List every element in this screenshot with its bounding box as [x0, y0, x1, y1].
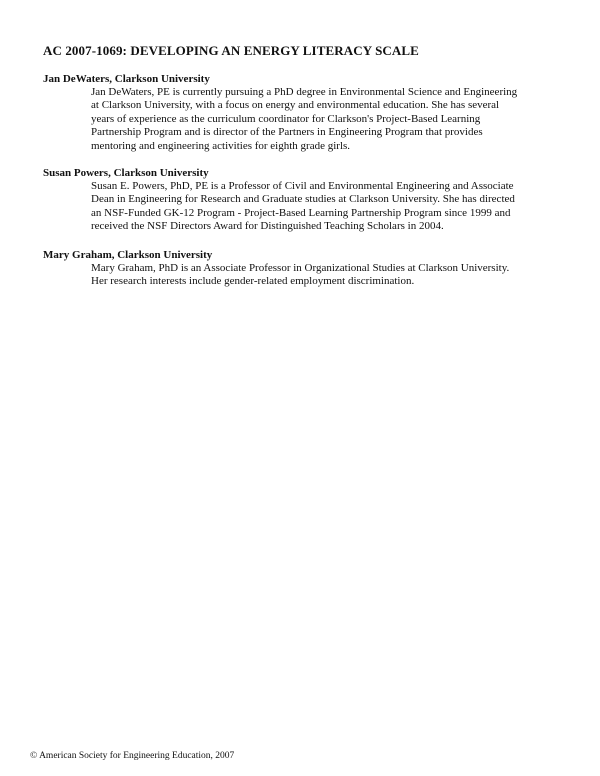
page-title: AC 2007-1069: DEVELOPING AN ENERGY LITERACY SCALE [43, 43, 419, 58]
author-bio [91, 262, 566, 289]
author-block-graham [43, 249, 563, 289]
copyright-footer: © American Society for Engineering Education, 2007 [30, 751, 235, 761]
author-block-dewaters [43, 73, 563, 153]
bio-line: an NSF-Funded GK-12 Program - Project-Based Learning Partnership Program since 1999 and [91, 206, 511, 219]
bio-line: received the NSF Directors Award for Distinguished Teaching Scholars in 2004. [91, 220, 444, 233]
bio-line: mentoring and engineering activities for eighth grade girls. [91, 139, 351, 152]
bio-line: Her research interests include gender-related employment discrimination. [91, 275, 415, 288]
bio-line: Dean in Engineering for Research and Graduate studies at Clarkson University. She has directed [91, 193, 515, 206]
author-name: Mary Graham, Clarkson University [43, 249, 213, 261]
author-bio [91, 86, 566, 153]
bio-line: Susan E. Powers, PhD, PE is a Professor of Civil and Environmental Engineering and Associate [91, 180, 514, 192]
bio-line: Mary Graham, PhD is an Associate Professor in Organizational Studies at Clarkson University. [91, 262, 510, 274]
author-name: Susan Powers, Clarkson University [43, 167, 209, 179]
author-bio [91, 180, 566, 234]
author-name: Jan DeWaters, Clarkson University [43, 73, 210, 85]
bio-line: years of experience as the curriculum coordinator for Clarkson's Project-Based Learning [91, 112, 481, 125]
author-block-powers [43, 167, 563, 234]
bio-line: Jan DeWaters, PE is currently pursuing a PhD degree in Environmental Science and Engineering [91, 86, 518, 98]
bio-line: Partnership Program and is director of the Partners in Engineering Program that provides [91, 126, 483, 139]
bio-line: at Clarkson University, with a focus on energy and environmental education. She has several [91, 99, 500, 112]
